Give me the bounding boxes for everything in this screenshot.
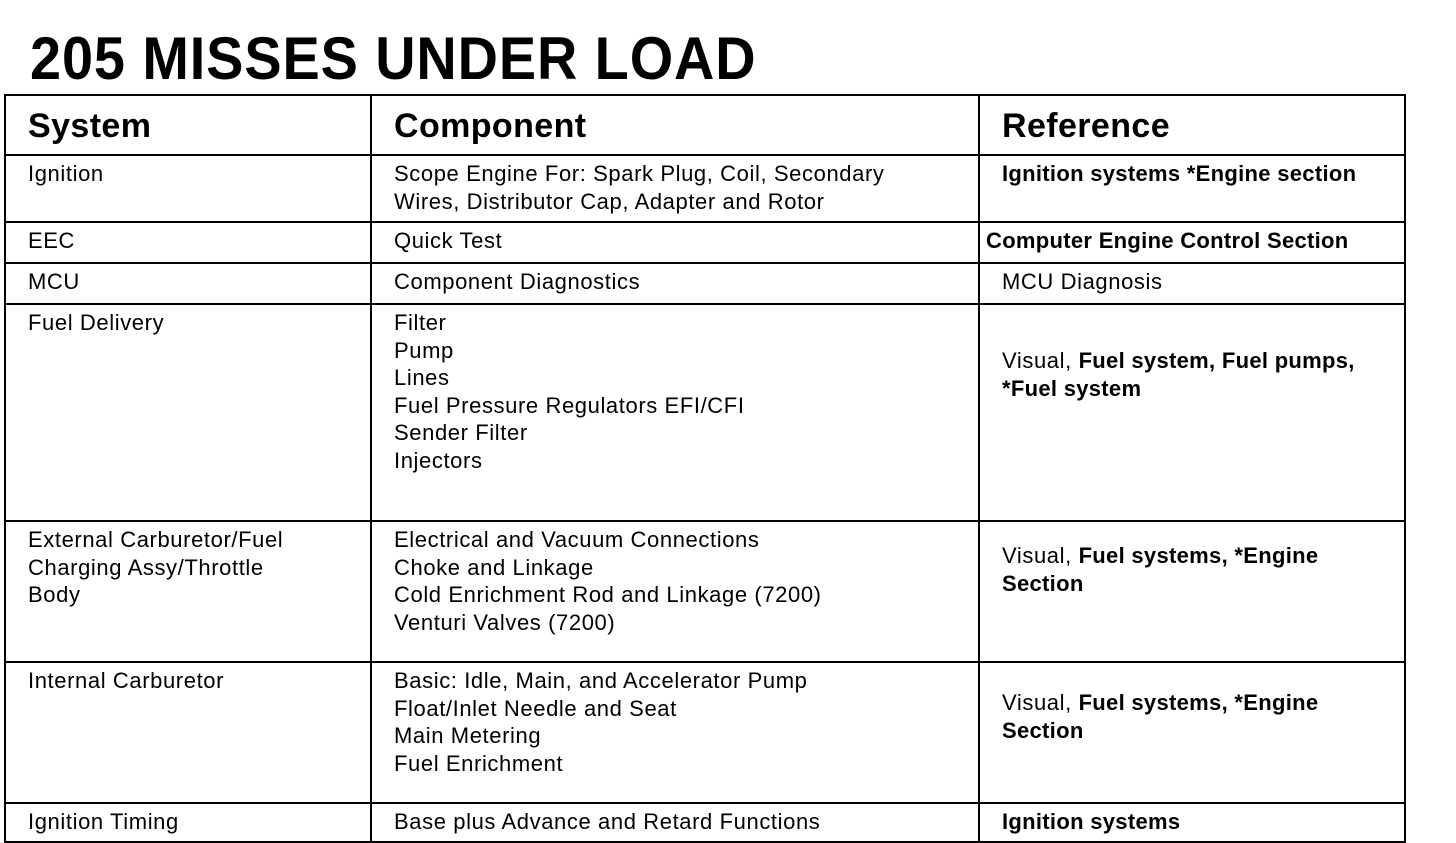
page-title: 205 MISSES UNDER LOAD	[30, 25, 757, 92]
reference-cell	[979, 662, 1405, 803]
reference-text: Computer Engine Control Section	[986, 228, 1349, 253]
table-row	[5, 222, 1405, 263]
component-line: Float/Inlet Needle and Seat	[394, 695, 677, 721]
table-row	[5, 155, 1405, 222]
reference-cell	[979, 304, 1405, 521]
reference-cell	[979, 803, 1405, 842]
component-line: Fuel Enrichment	[394, 750, 564, 776]
table-row	[5, 263, 1405, 304]
column-header-system: System	[5, 95, 371, 155]
component-line: Injectors	[394, 447, 483, 473]
system-text: Internal Carburetor	[28, 668, 225, 693]
reference-text: MCU Diagnosis	[1002, 269, 1163, 294]
component-line: Pump	[394, 337, 454, 363]
system-text: Ignition	[28, 161, 104, 186]
table-row	[5, 662, 1405, 803]
table-row	[5, 521, 1405, 662]
component-cell	[371, 521, 979, 662]
component-cell	[371, 222, 979, 263]
reference-text: Ignition systems *Engine section	[1002, 161, 1357, 186]
reference-cell	[979, 263, 1405, 304]
system-text: Body	[28, 582, 81, 607]
system-cell	[5, 662, 371, 803]
component-line: Choke and Linkage	[394, 554, 594, 580]
system-cell	[5, 155, 371, 222]
component-line: Quick Test	[394, 228, 503, 253]
table-row	[5, 304, 1405, 521]
component-line: Wires, Distributor Cap, Adapter and Rotor	[394, 188, 825, 214]
component-line: Cold Enrichment Rod and Linkage (7200)	[394, 582, 822, 607]
reference-text: Visual, Fuel systems, *Engine Section	[1002, 690, 1319, 743]
system-text: External Carburetor/Fuel	[28, 527, 284, 552]
reference-text: Visual, Fuel systems, *Engine Section	[1002, 543, 1319, 596]
component-line: Filter	[394, 310, 447, 335]
system-text: Fuel Delivery	[28, 310, 165, 335]
component-line: Fuel Pressure Regulators EFI/CFI	[394, 392, 745, 418]
system-cell	[5, 222, 371, 263]
diagnosis-table	[4, 94, 1406, 843]
system-text: Ignition Timing	[28, 809, 179, 834]
system-cell	[5, 263, 371, 304]
system-cell	[5, 304, 371, 521]
system-text: EEC	[28, 228, 76, 253]
table-header-row	[5, 95, 1405, 155]
component-cell	[371, 803, 979, 842]
component-line: Sender Filter	[394, 420, 528, 445]
reference-text: Visual, Fuel system, Fuel pumps, *Fuel system	[1002, 348, 1355, 401]
component-line: Component Diagnostics	[394, 269, 641, 294]
component-line: Venturi Valves (7200)	[394, 609, 616, 635]
component-line: Electrical and Vacuum Connections	[394, 527, 760, 552]
column-header-reference: Reference	[979, 95, 1405, 155]
reference-text: Ignition systems	[1002, 809, 1181, 834]
component-cell	[371, 304, 979, 521]
reference-cell	[979, 222, 1405, 263]
system-text: MCU	[28, 269, 80, 294]
component-line: Scope Engine For: Spark Plug, Coil, Secondary	[394, 161, 885, 186]
component-line: Main Metering	[394, 723, 542, 748]
component-line: Base plus Advance and Retard Functions	[394, 809, 821, 834]
component-cell	[371, 155, 979, 222]
system-text: Charging Assy/Throttle	[28, 554, 264, 580]
component-cell	[371, 662, 979, 803]
component-line: Basic: Idle, Main, and Accelerator Pump	[394, 668, 808, 693]
column-header-component: Component	[371, 95, 979, 155]
component-line: Lines	[394, 365, 450, 390]
component-cell	[371, 263, 979, 304]
reference-cell	[979, 155, 1405, 222]
system-cell	[5, 803, 371, 842]
reference-cell	[979, 521, 1405, 662]
table-row	[5, 803, 1405, 842]
system-cell	[5, 521, 371, 662]
